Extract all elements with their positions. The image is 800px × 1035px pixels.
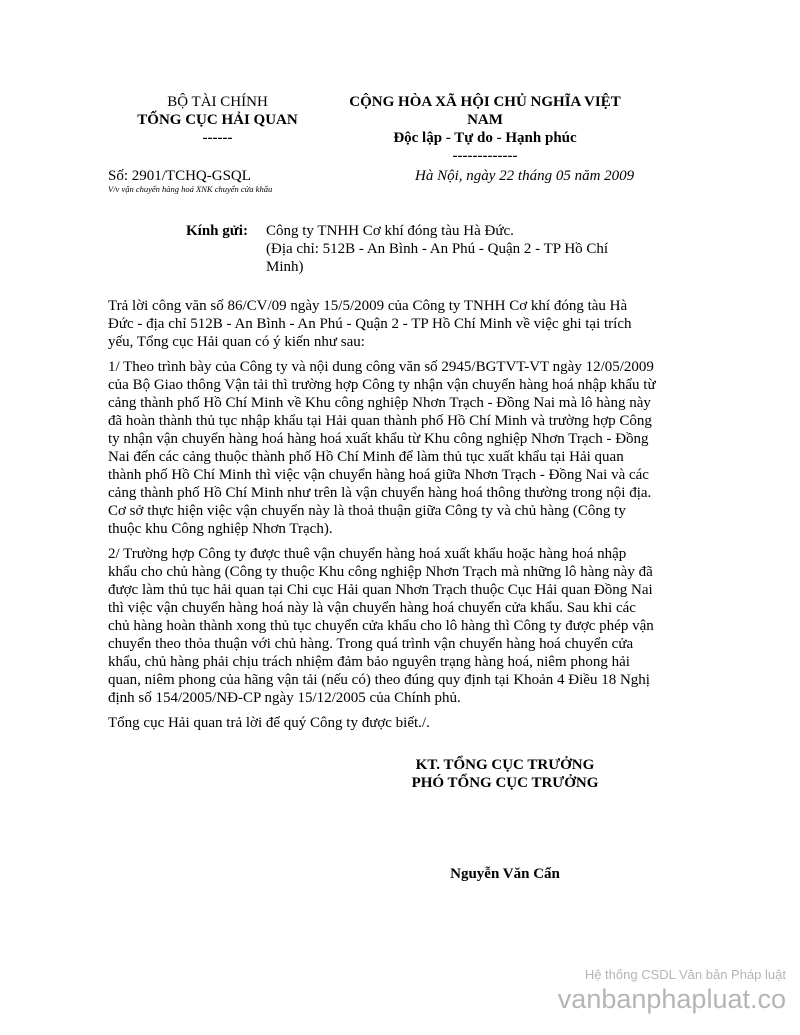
letter-body (108, 297, 656, 739)
watermark (558, 967, 786, 1015)
point-1-paragraph: 1/ Theo trình bày của Công ty và nội dung công văn số 2945/BGTVT-VT ngày 12/05/2009 của Bộ Giao thông Vận tải thì trường hợp Công ty nhận vận chuyển hàng hoá nhập khẩu từ cảng thành phố Hồ Chí Minh về Khu công nghiệp Nhơn Trạch - Đồng Nai mà lô hàng này đã hoàn thành thủ tục nhập khẩu tại Hải quan thành phố Hồ Chí Minh và trường hợp Công ty nhận vận chuyển hàng hoá hàng hoá xuất khẩu từ Khu công nghiệp Nhơn Trạch - Đồng Nai đến các cảng thuộc thành phố Hồ Chí Minh để làm thủ tục xuất khẩu tại Hải quan thành phố Hồ Chí Minh thì việc vận chuyển hàng hoá giữa Nhơn Trạch - Đồng Nai và các cảng thành phố Hồ Chí Minh như trên là vận chuyển hàng hoá thông thường trong nội địa. Cơ sở thực hiện việc vận chuyển này là thoả thuận giữa Công ty và chủ hàng (Công ty thuộc khu Công nghiệp Nhơn Trạch). (108, 359, 656, 537)
country-name-line1: CỘNG HÒA XÃ HỘI CHỦ NGHĨA VIỆT (349, 94, 621, 110)
closing-paragraph: Tổng cục Hải quan trả lời để quý Công ty được biết./. (108, 715, 430, 731)
recipient-address: (Địa chỉ: 512B - An Bình - An Phú - Quận 2 - TP Hồ Chí Minh) (266, 241, 609, 275)
signature-block (380, 756, 630, 792)
signer-title-2: PHÓ TỔNG CỤC TRƯỞNG (411, 775, 599, 791)
recipient-details (266, 222, 626, 276)
ministry-name: BỘ TÀI CHÍNH (167, 94, 268, 110)
recipient-label: Kính gửi: (186, 223, 248, 239)
motto-divider: ------------- (452, 148, 518, 164)
issuer-block (105, 93, 330, 147)
issuer-divider: ------ (202, 130, 233, 146)
watermark-tagline: Hệ thống CSDL Văn bản Pháp luật (584, 967, 786, 982)
point-2-paragraph: 2/ Trường hợp Công ty được thuê vận chuyển hàng hoá xuất khẩu hoặc hàng hoá nhập khẩu cho chủ hàng (Công ty thuộc Khu công nghiệp Nhơn Trạch mà những lô hàng này đã được làm thủ tục hải quan tại Chi cục Hải quan Nhơn Trạch thuộc Cục Hải quan Đồng Nai thì việc vận chuyển hàng hoá này là vận chuyển hàng hoá chuyển cửa khẩu. Sau khi các chủ hàng hoàn thành xong thủ tục chuyển cửa khẩu cho lô hàng thì Công ty được phép vận chuyển theo thỏa thuận với chủ hàng. Trong quá trình vận chuyển hàng hoá chuyển cửa khẩu, chủ hàng phải chịu trách nhiệm đảm bảo nguyên trạng hàng hoá, niêm phong hải quan, niêm phong của hãng vận tải (nếu có) theo đúng quy định tại Khoản 4 Điều 18 Nghị định số 154/2005/NĐ-CP ngày 15/12/2005 của Chính phủ. (108, 546, 654, 706)
document-subject: V/v vận chuyển hàng hoá XNK chuyển cửa khẩu (108, 184, 273, 194)
document-place-date: Hà Nội, ngày 22 tháng 05 năm 2009 (415, 168, 635, 184)
document-number: Số: 2901/TCHQ-GSQL (108, 168, 251, 184)
signer-name: Nguyễn Văn Cẩn (450, 866, 560, 882)
national-heading (330, 93, 640, 165)
intro-paragraph: Trả lời công văn số 86/CV/09 ngày 15/5/2009 của Công ty TNHH Cơ khí đóng tàu Hà Đức - địa chỉ 512B - An Bình - An Phú - Quận 2 - TP Hồ Chí Minh về việc ghi tại trích yếu, Tổng cục Hải quan có ý kiến như sau: (108, 298, 632, 350)
watermark-site: vanbanphapluat.co (557, 984, 786, 1014)
national-motto: Độc lập - Tự do - Hạnh phúc (393, 130, 577, 146)
recipient-name: Công ty TNHH Cơ khí đóng tàu Hà Đức. (266, 223, 514, 239)
department-name: TỔNG CỤC HẢI QUAN (137, 112, 298, 128)
signer-title-1: KT. TỔNG CỤC TRƯỞNG (415, 757, 595, 773)
country-name-line2: NAM (467, 112, 503, 128)
